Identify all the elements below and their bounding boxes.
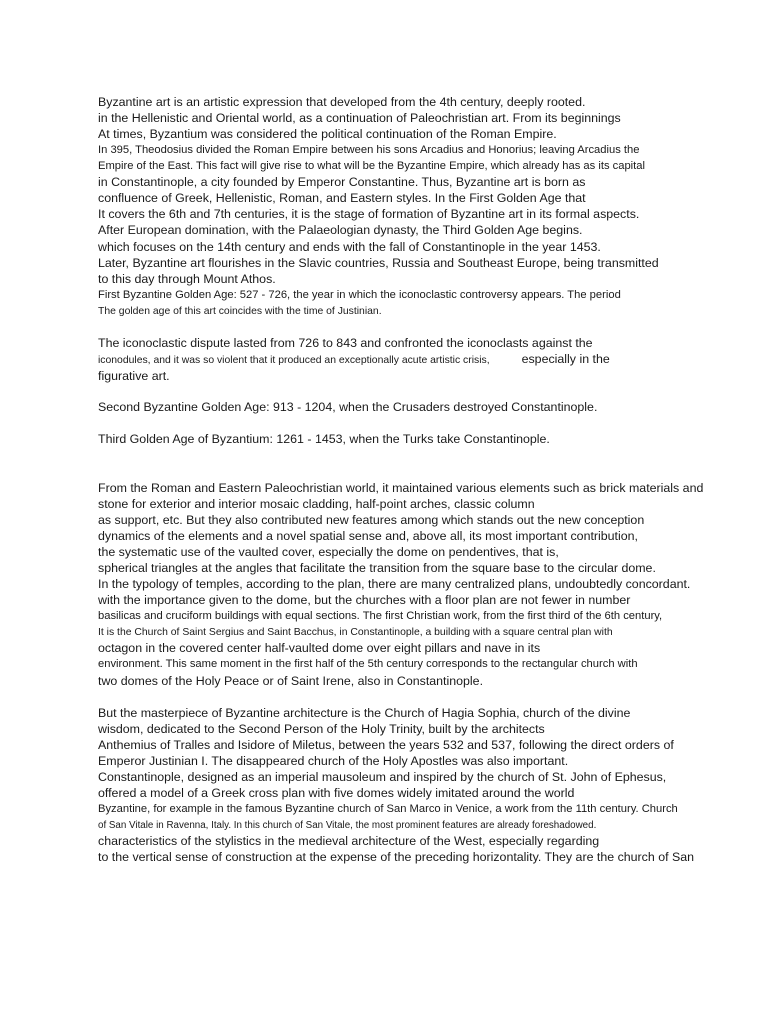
text-line: Later, Byzantine art flourishes in the Slavic countries, Russia and Southeast Europe, being transmitted — [98, 256, 659, 270]
text-line: Constantinople, designed as an imperial mausoleum and inspired by the church of St. John of Ephesus, — [98, 770, 667, 784]
text-line: in the Hellenistic and Oriental world, as a continuation of Paleochristian art. From its beginnings — [98, 111, 621, 125]
text-line: of San Vitale in Ravenna, Italy. In this church of San Vitale, the most prominent features are already foreshadowed. — [98, 820, 597, 831]
text-line: Byzantine, for example in the famous Byzantine church of San Marco in Venice, a work from the 11th century. Church — [98, 803, 678, 815]
text-line: Third Golden Age of Byzantium: 1261 - 1453, when the Turks take Constantinople. — [98, 432, 550, 446]
text-line: It is the Church of Saint Sergius and Saint Bacchus, in Constantinople, a building with a square central plan with — [98, 627, 613, 638]
text-line: as support, etc. But they also contributed new features among which stands out the new conception — [98, 513, 645, 527]
text-line: dynamics of the elements and a novel spatial sense and, above all, its most important contribution, — [98, 529, 638, 543]
text-segment: especially in the — [521, 352, 610, 366]
text-line: environment. This same moment in the first half of the 5th century corresponds to the rectangular church with — [98, 658, 638, 670]
text-line: wisdom, dedicated to the Second Person of the Holy Trinity, built by the architects — [98, 722, 545, 736]
text-line: The golden age of this art coincides with the time of Justinian. — [98, 306, 382, 317]
text-line: to the vertical sense of construction at the expense of the preceding horizontality. They are the church of San — [98, 850, 695, 864]
text-line: At times, Byzantium was considered the political continuation of the Roman Empire. — [98, 127, 557, 141]
text-line: In 395, Theodosius divided the Roman Empire between his sons Arcadius and Honorius; leaving Arcadius the — [98, 144, 640, 156]
text-line: Empire of the East. This fact will give rise to what will be the Byzantine Empire, which already has as its capital — [98, 160, 645, 172]
text-line: to this day through Mount Athos. — [98, 272, 276, 286]
text-line: the systematic use of the vaulted cover, especially the dome on pendentives, that is, — [98, 545, 559, 559]
text-line: spherical triangles at the angles that facilitate the transition from the square base to the circular dome. — [98, 561, 656, 575]
text-line: two domes of the Holy Peace or of Saint Irene, also in Constantinople. — [98, 674, 484, 688]
text-line: Byzantine art is an artistic expression that developed from the 4th century, deeply rooted. — [98, 95, 586, 109]
text-line: offered a model of a Greek cross plan with five domes widely imitated around the world — [98, 786, 575, 800]
text-line: Anthemius of Tralles and Isidore of Miletus, between the years 532 and 537, following the direct orders of — [98, 738, 674, 752]
text-line: The iconoclastic dispute lasted from 726 to 843 and confronted the iconoclasts against the — [98, 336, 593, 350]
text-line: in Constantinople, a city founded by Emperor Constantine. Thus, Byzantine art is born as — [98, 175, 586, 189]
text-line: which focuses on the 14th century and ends with the fall of Constantinople in the year 1453. — [98, 240, 601, 254]
text-line: In the typology of temples, according to the plan, there are many centralized plans, undoubtedly concordant. — [98, 577, 691, 591]
text-line: basilicas and cruciform buildings with equal sections. The first Christian work, from the first third of the 6th century, — [98, 610, 663, 622]
text-line: characteristics of the stylistics in the medieval architecture of the West, especially regarding — [98, 834, 600, 848]
text-line: After European domination, with the Palaeologian dynasty, the Third Golden Age begins. — [98, 223, 583, 237]
text-line: Emperor Justinian I. The disappeared church of the Holy Apostles was also important. — [98, 754, 569, 768]
text-line: It covers the 6th and 7th centuries, it is the stage of formation of Byzantine art in its formal aspects. — [98, 207, 640, 221]
text-line: From the Roman and Eastern Paleochristian world, it maintained various elements such as brick materials and — [98, 481, 704, 495]
text-line: confluence of Greek, Hellenistic, Roman, and Eastern styles. In the First Golden Age that — [98, 191, 586, 205]
text-line: figurative art. — [98, 369, 170, 383]
text-line: stone for exterior and interior mosaic cladding, half-point arches, classic column — [98, 497, 535, 511]
text-segment: iconodules, and it was so violent that it produced an exceptionally acute artistic crisis, — [98, 355, 490, 366]
text-line: octagon in the covered center half-vaulted dome over eight pillars and nave in its — [98, 641, 541, 655]
text-line: with the importance given to the dome, but the churches with a floor plan are not fewer in number — [98, 593, 631, 607]
text-line: First Byzantine Golden Age: 527 - 726, the year in which the iconoclastic controversy appears. The period — [98, 289, 621, 301]
text-line: Second Byzantine Golden Age: 913 - 1204, when the Crusaders destroyed Constantinople. — [98, 400, 598, 414]
text-line-compound — [98, 352, 610, 368]
text-line: But the masterpiece of Byzantine architecture is the Church of Hagia Sophia, church of the divine — [98, 706, 631, 720]
